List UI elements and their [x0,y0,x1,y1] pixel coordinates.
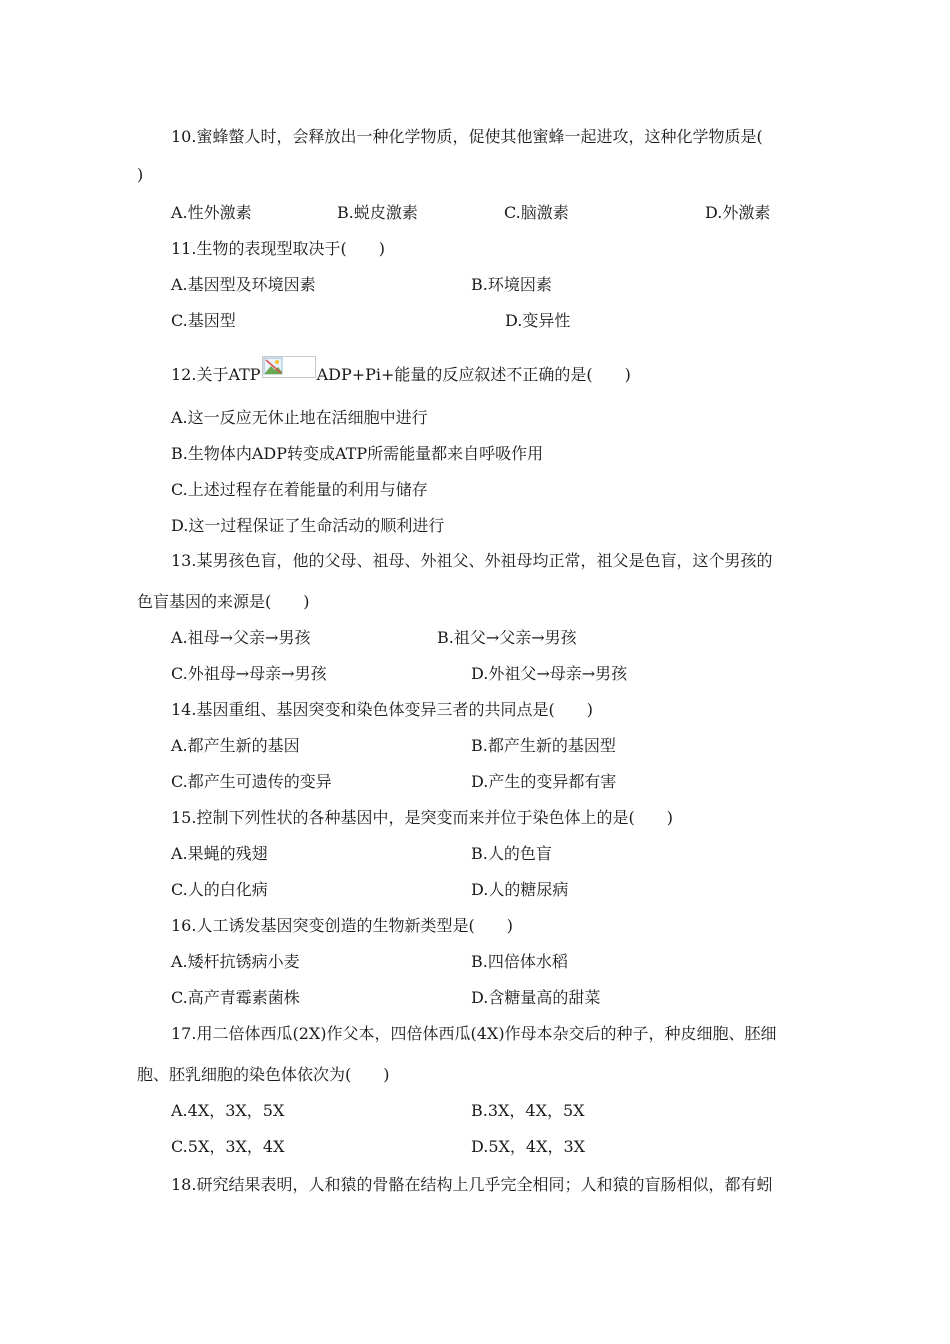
q13-option-d: D.外祖父→母亲→男孩 [471,664,628,683]
q13-option-a: A.祖母→父亲→男孩 [171,628,311,647]
q14-option-c: C.都产生可遗传的变异 [171,772,332,791]
q13-stem-line-1: 13.某男孩色盲，他的父母、祖母、外祖父、外祖母均正常，祖父是色盲，这个男孩的 [171,551,773,570]
q11-option-d: D.变异性 [505,311,571,330]
q11-option-a: A.基因型及环境因素 [171,275,316,294]
q12-option-a: A.这一反应无休止地在活细胞中进行 [171,408,428,427]
q12-option-d: D.这一过程保证了生命活动的顺利进行 [171,516,445,535]
q15-option-d: D.人的糖尿病 [471,880,569,899]
q16-option-b: B.四倍体水稻 [471,952,568,971]
q12-option-c: C.上述过程存在着能量的利用与储存 [171,480,428,499]
q17-option-a: A.4X，3X，5X [171,1101,285,1120]
q11-option-c: C.基因型 [171,311,236,330]
q11-option-b: B.环境因素 [471,275,552,294]
q10-stem-line-2: ) [137,165,144,184]
q15-option-a: A.果蝇的残翅 [171,844,268,863]
q14-option-a: A.都产生新的基因 [171,736,300,755]
q14-option-d: D.产生的变异都有害 [471,772,617,791]
q17-option-b: B.3X，4X，5X [471,1101,585,1120]
q16-option-c: C.高产青霉素菌株 [171,988,300,1007]
q10-stem-line-1: 10.蜜蜂螫人时，会释放出一种化学物质，促使其他蜜蜂一起进攻，这种化学物质是( [171,127,763,146]
q16-option-a: A.矮杆抗锈病小麦 [171,952,300,971]
q13-stem-line-2: 色盲基因的来源是( ) [137,592,310,611]
q12-stem-pre: 12.关于ATP [171,365,261,384]
q15-stem: 15.控制下列性状的各种基因中，是突变而来并位于染色体上的是( ) [171,808,673,827]
q16-option-d: D.含糖量高的甜菜 [471,988,601,1007]
q15-option-b: B.人的色盲 [471,844,552,863]
q15-option-c: C.人的白化病 [171,880,268,899]
q17-option-c: C.5X，3X，4X [171,1137,285,1156]
q14-option-b: B.都产生新的基因型 [471,736,616,755]
q13-option-b: B.祖父→父亲→男孩 [437,628,577,647]
q12-stem [171,356,631,385]
q10-option-b: B.蜕皮激素 [337,203,418,222]
q11-stem: 11.生物的表现型取决于( ) [171,239,385,258]
q10-option-d: D.外激素 [705,203,771,222]
q17-stem-line-1: 17.用二倍体西瓜(2X)作父本，四倍体西瓜(4X)作母本杂交后的种子，种皮细胞、胚细 [171,1024,777,1043]
q16-stem: 16.人工诱发基因突变创造的生物新类型是( ) [171,916,513,935]
q12-option-b: B.生物体内ADP转变成ATP所需能量都来自呼吸作用 [171,444,544,463]
q13-option-c: C.外祖母→母亲→男孩 [171,664,327,683]
broken-image-icon [262,356,316,378]
q12-stem-post: ADP+Pi+能量的反应叙述不正确的是( ) [316,365,631,384]
q10-option-c: C.脑激素 [504,203,569,222]
q18-stem-line-1: 18.研究结果表明，人和猿的骨骼在结构上几乎完全相同；人和猿的盲肠相似，都有蚓 [171,1175,773,1194]
q17-stem-line-2: 胞、胚乳细胞的染色体依次为( ) [137,1065,390,1084]
q10-option-a: A.性外激素 [171,203,252,222]
q17-option-d: D.5X，4X，3X [471,1137,586,1156]
q14-stem: 14.基因重组、基因突变和染色体变异三者的共同点是( ) [171,700,593,719]
